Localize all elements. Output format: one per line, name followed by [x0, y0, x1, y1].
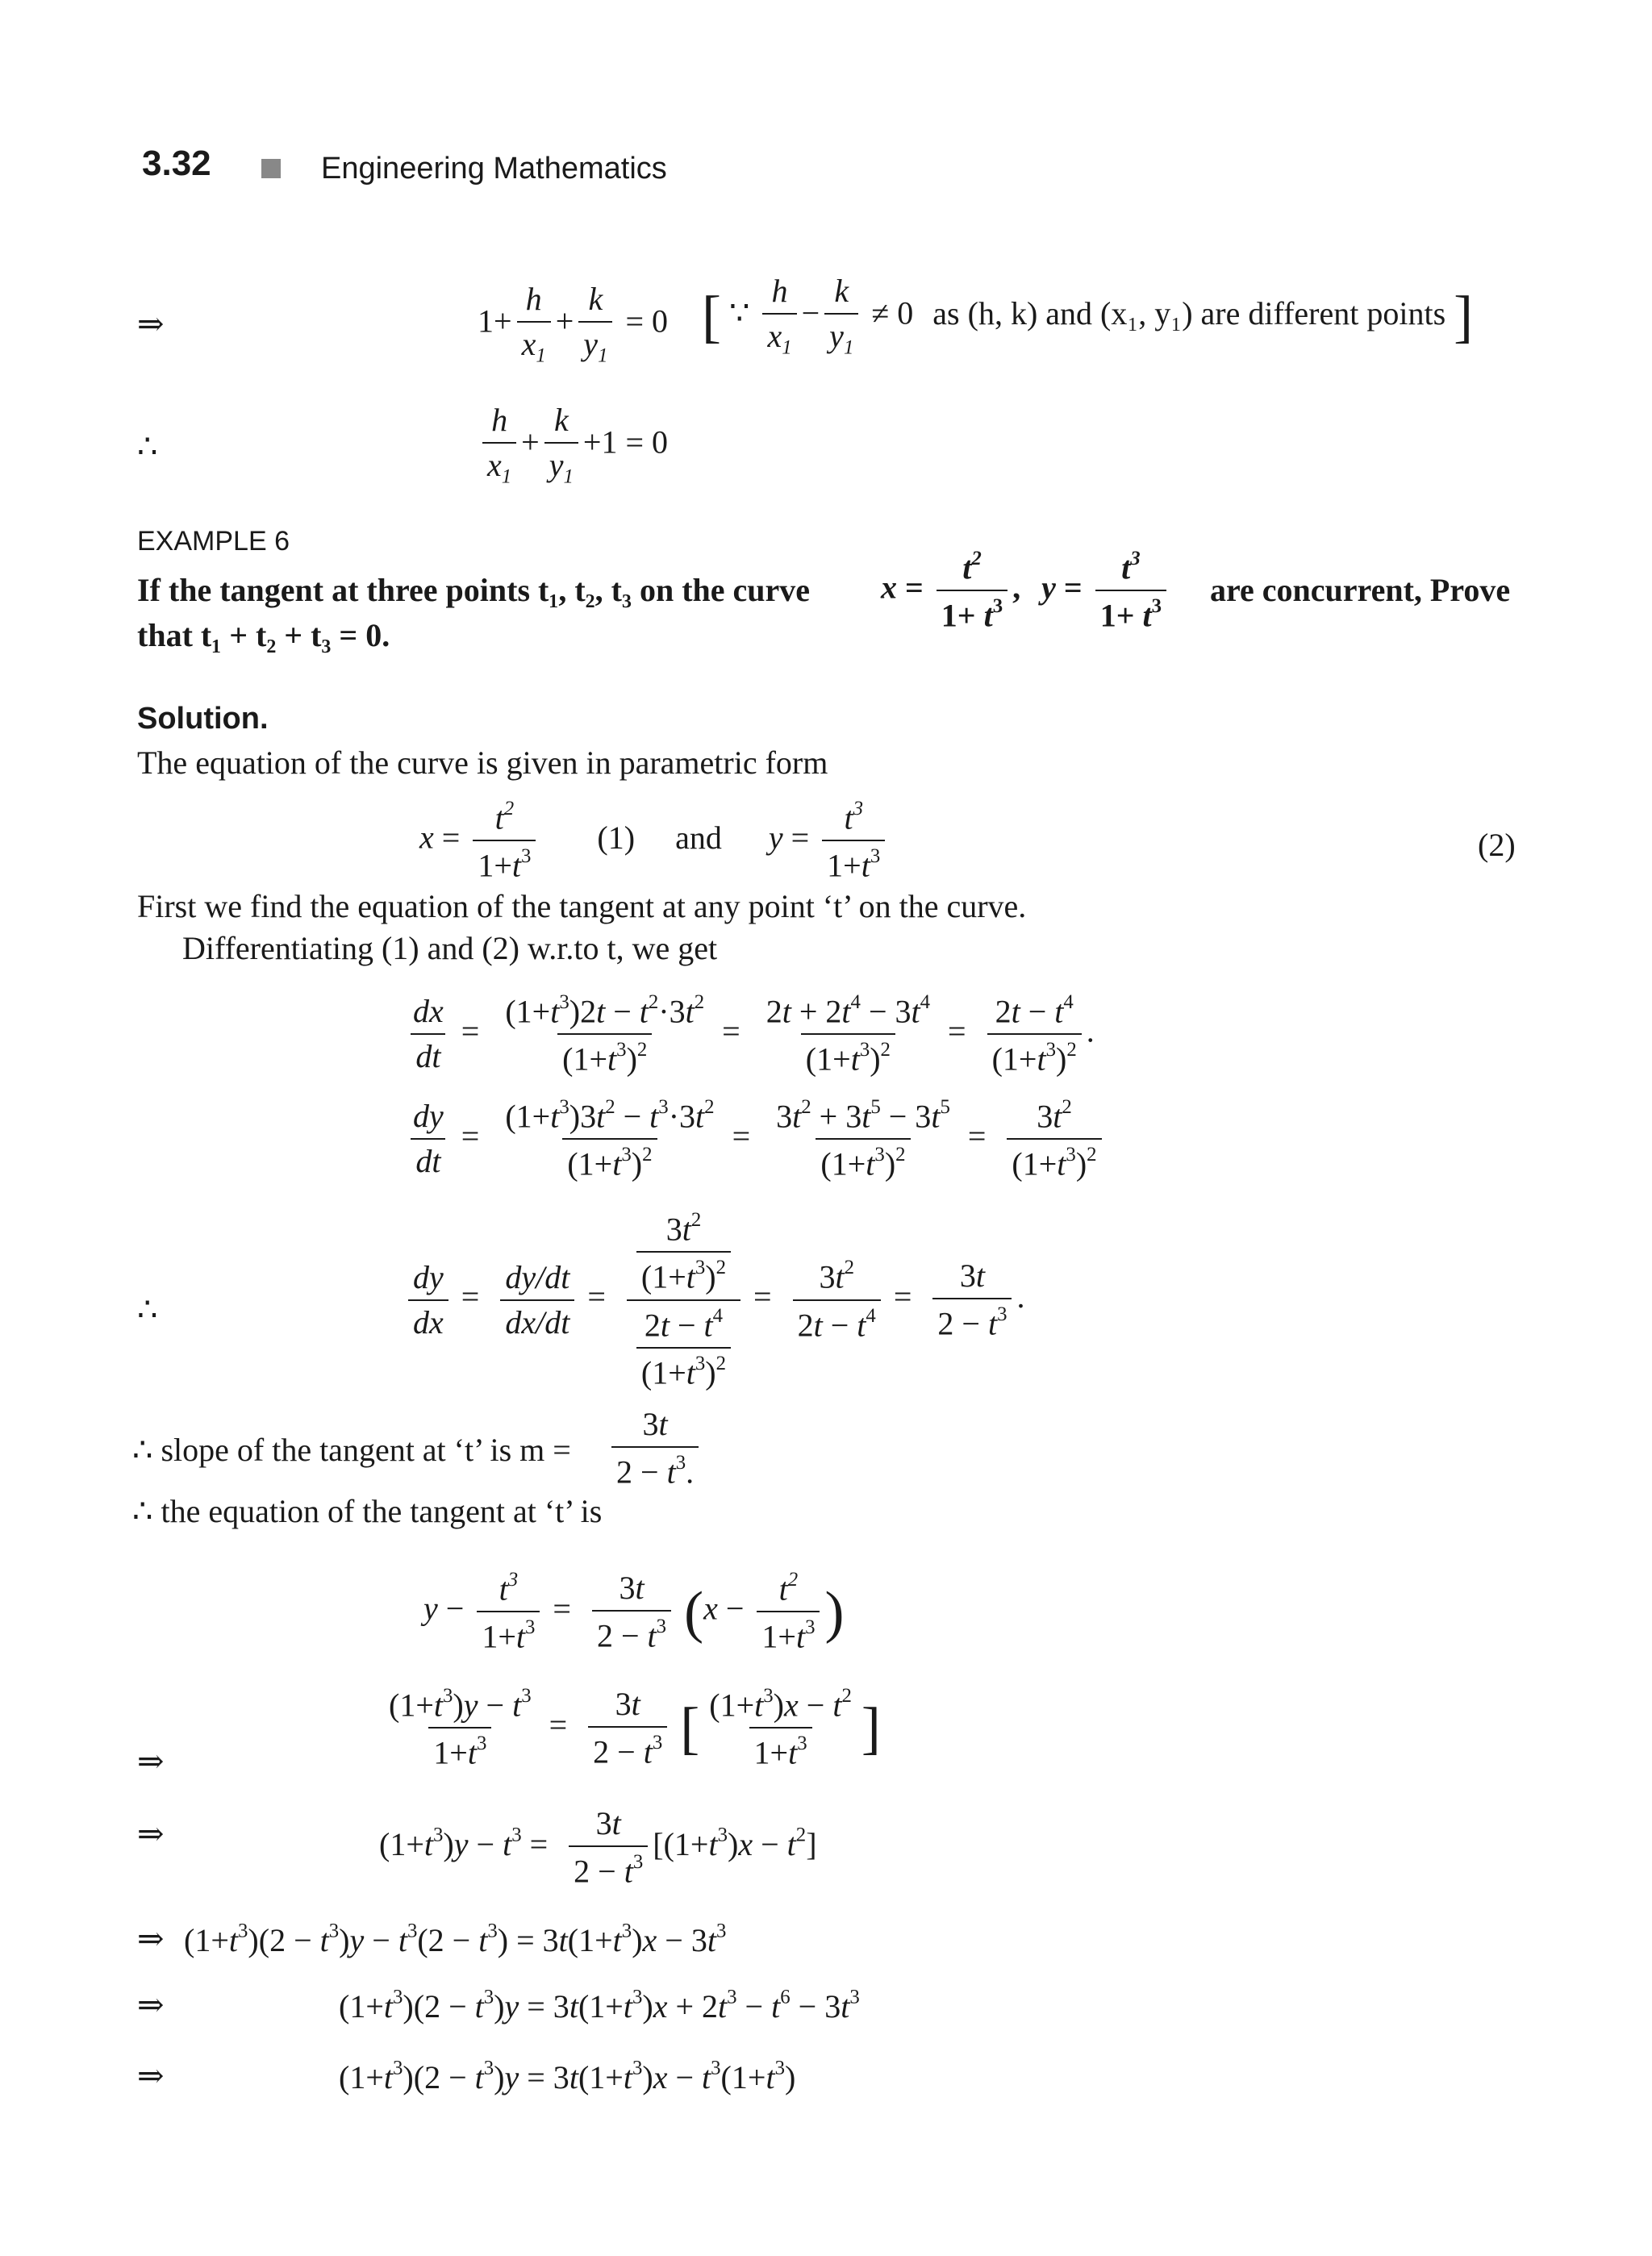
tangent-equation-2: $\frac{(1+t^3)y - t^3}{1+t^3}$ = $\frac{3t}{2 - t^3}$ [ $\frac{(1+t^3)x - t^2}{1+t^3}$ ]	[389, 1685, 881, 1771]
implies-symbol: ⇒	[137, 1816, 165, 1852]
because-bracket: [ ∵ $\frac{h}{x_1}$ − $\frac{k}{y_1}$ ≠ 0 as (h, k) and (x₁, y₁) are different points ]	[702, 273, 1474, 359]
dxdt-equation: $\frac{dx}{dt}$ = $\frac{(1+t^3)2t - t^2\cdot 3t^2}{(1+t^3)^2}$ = $\frac{2t + 2t^4 - 3t^4}{(1+t^3)^2}$ = $\frac{2t - t^4}{(1+t^3)^2}$ .	[403, 992, 1095, 1077]
because-symbol: ∵	[728, 294, 750, 332]
therefore-symbol: ∴	[137, 1291, 158, 1328]
implies-symbol: ⇒	[137, 1920, 165, 1957]
dydx-equation: $\frac{dy}{dx}$ = $\frac{dy/dt}{dx/dt}$ = $\frac{\frac{3t^2}{(1+t^3)^2}}{\frac{2t - t^4}{(1+t^3)^2}}$ = $\frac{3t^2}{2t - t^4}$ = $\frac{3t}{2 - t^3}$ .	[403, 1210, 1024, 1390]
implies-symbol: ⇒	[137, 2058, 165, 2094]
tangent-equation-3: $(1+t^3)y - t^3$ = $\frac{3t}{2 - t^3}$ $[(1+t^3)x - t^2]$	[379, 1805, 817, 1890]
different-points-note: as (h, k) and (x₁, y₁) are different points	[932, 294, 1446, 332]
header-square-icon	[261, 159, 281, 178]
example-statement-3: that t₁ + t₂ + t₃ = 0.	[137, 617, 390, 653]
solution-line-2: First we find the equation of the tangent at any point ‘t’ on the curve.	[137, 888, 1027, 924]
implies-symbol: ⇒	[137, 1743, 165, 1779]
eq1-tag: (1)	[597, 819, 636, 856]
parametric-equations: x = $\frac{t^2}{1+t^3}$ (1) and y = $\frac{t^3}{1+t^3}$	[419, 799, 890, 883]
book-title: Engineering Mathematics	[321, 152, 667, 186]
slope-fraction: $\frac{3t}{2 - t^3.}$	[607, 1407, 703, 1489]
example-statement-1: If the tangent at three points t₁, t₂, t₃ on the curve	[137, 572, 811, 608]
implies-symbol: ⇒	[137, 306, 165, 342]
example-statement-2: are concurrent, Prove	[1210, 572, 1511, 608]
example-label: EXAMPLE 6	[137, 526, 290, 557]
solution-line-1: The equation of the curve is given in parametric form	[137, 744, 828, 781]
implies-symbol: ⇒	[137, 1987, 165, 2023]
example-curve: x = $\frac{t^2}{1+ t^3}$ , y = $\frac{t^3}{1+ t^3}$	[881, 548, 1171, 633]
solution-line-3: Differentiating (1) and (2) w.r.to t, we get	[182, 930, 718, 966]
and-word: and	[675, 819, 722, 856]
tangent-text: ∴ the equation of the tangent at ‘t’ is	[132, 1493, 603, 1529]
dydt-equation: $\frac{dy}{dt}$ = $\frac{(1+t^3)3t^2 - t^3\cdot 3t^2}{(1+t^3)^2}$ = $\frac{3t^2 + 3t^5 - 3t^5}{(1+t^3)^2}$ = $\frac{3t^2}{(1+t^3)^2}$	[403, 1097, 1107, 1182]
tangent-equation-6: $(1+t^3)(2 - t^3)y = 3t(1+t^3)x - t^3(1+t^3)$	[339, 2058, 796, 2096]
page-number: 3.32	[142, 144, 211, 183]
equation-a: 1+ $\frac{h}{x_1}$ + $\frac{k}{y_1}$ = 0	[478, 281, 669, 367]
tangent-equation-5: $(1+t^3)(2 - t^3)y = 3t(1+t^3)x + 2t^3 - t^6 - 3t^3$	[339, 1987, 860, 2025]
tangent-equation-1: y − $\frac{t^3}{1+t^3}$ = $\frac{3t}{2 - t^3}$ (x − $\frac{t^2}{1+t^3}$ )	[423, 1569, 845, 1655]
eq2-tag: (2)	[1478, 827, 1516, 863]
solution-label: Solution.	[137, 702, 269, 736]
equation-b: $\frac{h}{x_1}$ + $\frac{k}{y_1}$ +1 = 0	[478, 403, 668, 488]
tangent-equation-4: $(1+t^3)(2 - t^3)y - t^3(2 - t^3) = 3t(1+t^3)x - 3t^3$	[184, 1920, 727, 1959]
therefore-symbol: ∴	[137, 428, 158, 465]
slope-text: ∴ slope of the tangent at ‘t’ is m =	[132, 1432, 571, 1468]
